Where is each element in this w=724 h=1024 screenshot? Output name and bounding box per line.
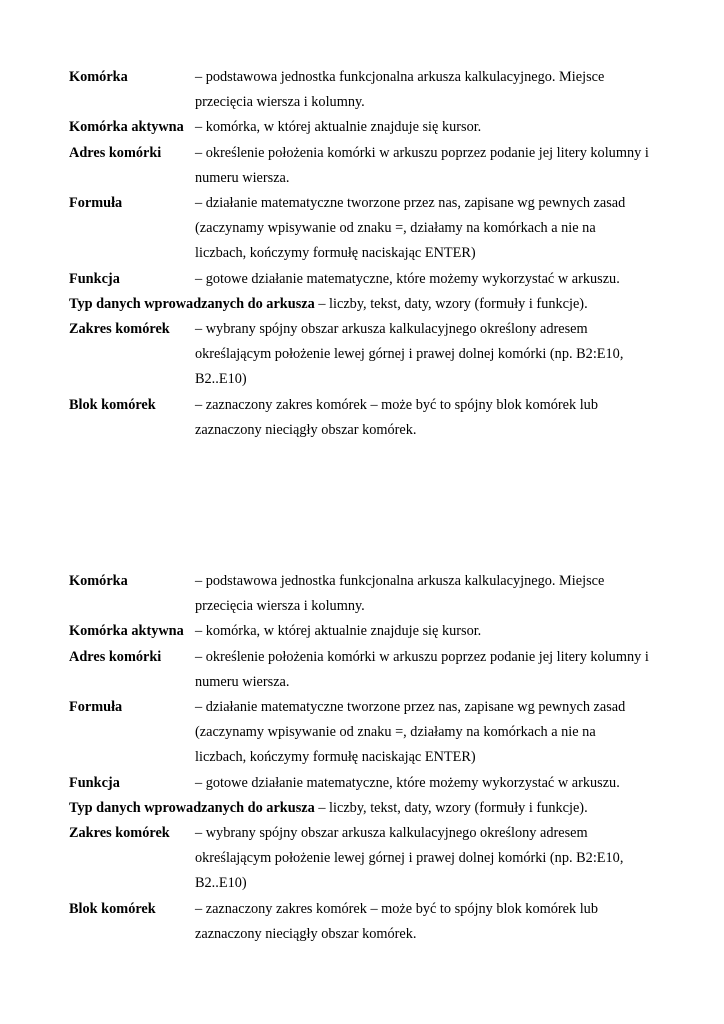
glossary-term: Zakres komórek <box>69 321 170 338</box>
glossary-definition: – gotowe działanie matematyczne, które możemy wykorzystać w arkuszu. <box>195 774 620 791</box>
glossary-entry <box>69 141 669 191</box>
glossary-entry <box>69 292 669 317</box>
glossary-entry <box>69 796 669 821</box>
glossary-definition: – wybrany spójny obszar arkusza kalkulacyjnego określony adresem określającym położenie lewej górnej i prawej dolnej komórki (np. B2:E10, B2..E10) <box>195 825 624 892</box>
glossary-term: Formuła <box>69 195 123 212</box>
glossary-block-2 <box>69 569 669 947</box>
glossary-entry <box>69 645 669 695</box>
glossary-entry <box>69 619 669 644</box>
glossary-term: Typ danych wprowadzanych do arkusza <box>69 799 315 816</box>
glossary-entry <box>69 191 669 267</box>
glossary-entry <box>69 695 669 771</box>
glossary-definition: – podstawowa jednostka funkcjonalna arkusza kalkulacyjnego. Miejsce przecięcia wiersza i kolumny. <box>195 573 605 615</box>
glossary-term: Zakres komórek <box>69 825 170 842</box>
glossary-term: Formuła <box>69 699 123 716</box>
glossary-entry <box>69 317 669 393</box>
glossary-entry <box>69 115 669 140</box>
glossary-entry <box>69 393 669 443</box>
glossary-term: Komórka aktywna <box>69 623 184 640</box>
glossary-term: Komórka <box>69 573 128 589</box>
glossary-definition: – komórka, w której aktualnie znajduje się kursor. <box>195 119 482 136</box>
glossary-term: Typ danych wprowadzanych do arkusza <box>69 295 315 312</box>
glossary-definition: – podstawowa jednostka funkcjonalna arkusza kalkulacyjnego. Miejsce przecięcia wiersza i kolumny. <box>195 69 605 111</box>
glossary-term: Adres komórki <box>69 648 162 665</box>
glossary-definition: – zaznaczony zakres komórek – może być to spójny blok komórek lub zaznaczony nieciągły obszar komórek. <box>195 900 598 942</box>
glossary-definition: – określenie położenia komórki w arkuszu poprzez podanie jej litery kolumny i numeru wiersza. <box>195 144 649 186</box>
glossary-definition: – wybrany spójny obszar arkusza kalkulacyjnego określony adresem określającym położenie lewej górnej i prawej dolnej komórki (np. B2:E10, B2..E10) <box>195 321 624 388</box>
glossary-definition: – określenie położenia komórki w arkuszu poprzez podanie jej litery kolumny i numeru wiersza. <box>195 648 649 690</box>
glossary-term: Funkcja <box>69 270 120 287</box>
glossary-definition: – komórka, w której aktualnie znajduje się kursor. <box>195 623 482 640</box>
glossary-definition: – gotowe działanie matematyczne, które możemy wykorzystać w arkuszu. <box>195 270 620 287</box>
glossary-definition: – działanie matematyczne tworzone przez nas, zapisane wg pewnych zasad (zaczynamy wpisywanie od znaku =, działamy na komórkach a nie na liczbach, kończymy formułę naciskając ENTER) <box>195 195 626 262</box>
glossary-entry <box>69 771 669 796</box>
glossary-entry <box>69 267 669 292</box>
glossary-entry <box>69 897 669 947</box>
glossary-term: Blok komórek <box>69 396 156 413</box>
glossary-entry <box>69 65 669 115</box>
glossary-entry <box>69 821 669 897</box>
glossary-term: Adres komórki <box>69 144 162 161</box>
glossary-term: Komórka aktywna <box>69 119 184 136</box>
glossary-definition: – liczby, tekst, daty, wzory (formuły i funkcje). <box>318 799 588 816</box>
glossary-term: Funkcja <box>69 774 120 791</box>
glossary-block-1 <box>69 65 669 443</box>
glossary-entry <box>69 569 669 619</box>
glossary-definition: – zaznaczony zakres komórek – może być to spójny blok komórek lub zaznaczony nieciągły obszar komórek. <box>195 396 598 438</box>
glossary-definition: – działanie matematyczne tworzone przez nas, zapisane wg pewnych zasad (zaczynamy wpisywanie od znaku =, działamy na komórkach a nie na liczbach, kończymy formułę naciskając ENTER) <box>195 699 626 766</box>
glossary-definition: – liczby, tekst, daty, wzory (formuły i funkcje). <box>318 295 588 312</box>
glossary-term: Blok komórek <box>69 900 156 917</box>
glossary-term: Komórka <box>69 69 128 85</box>
